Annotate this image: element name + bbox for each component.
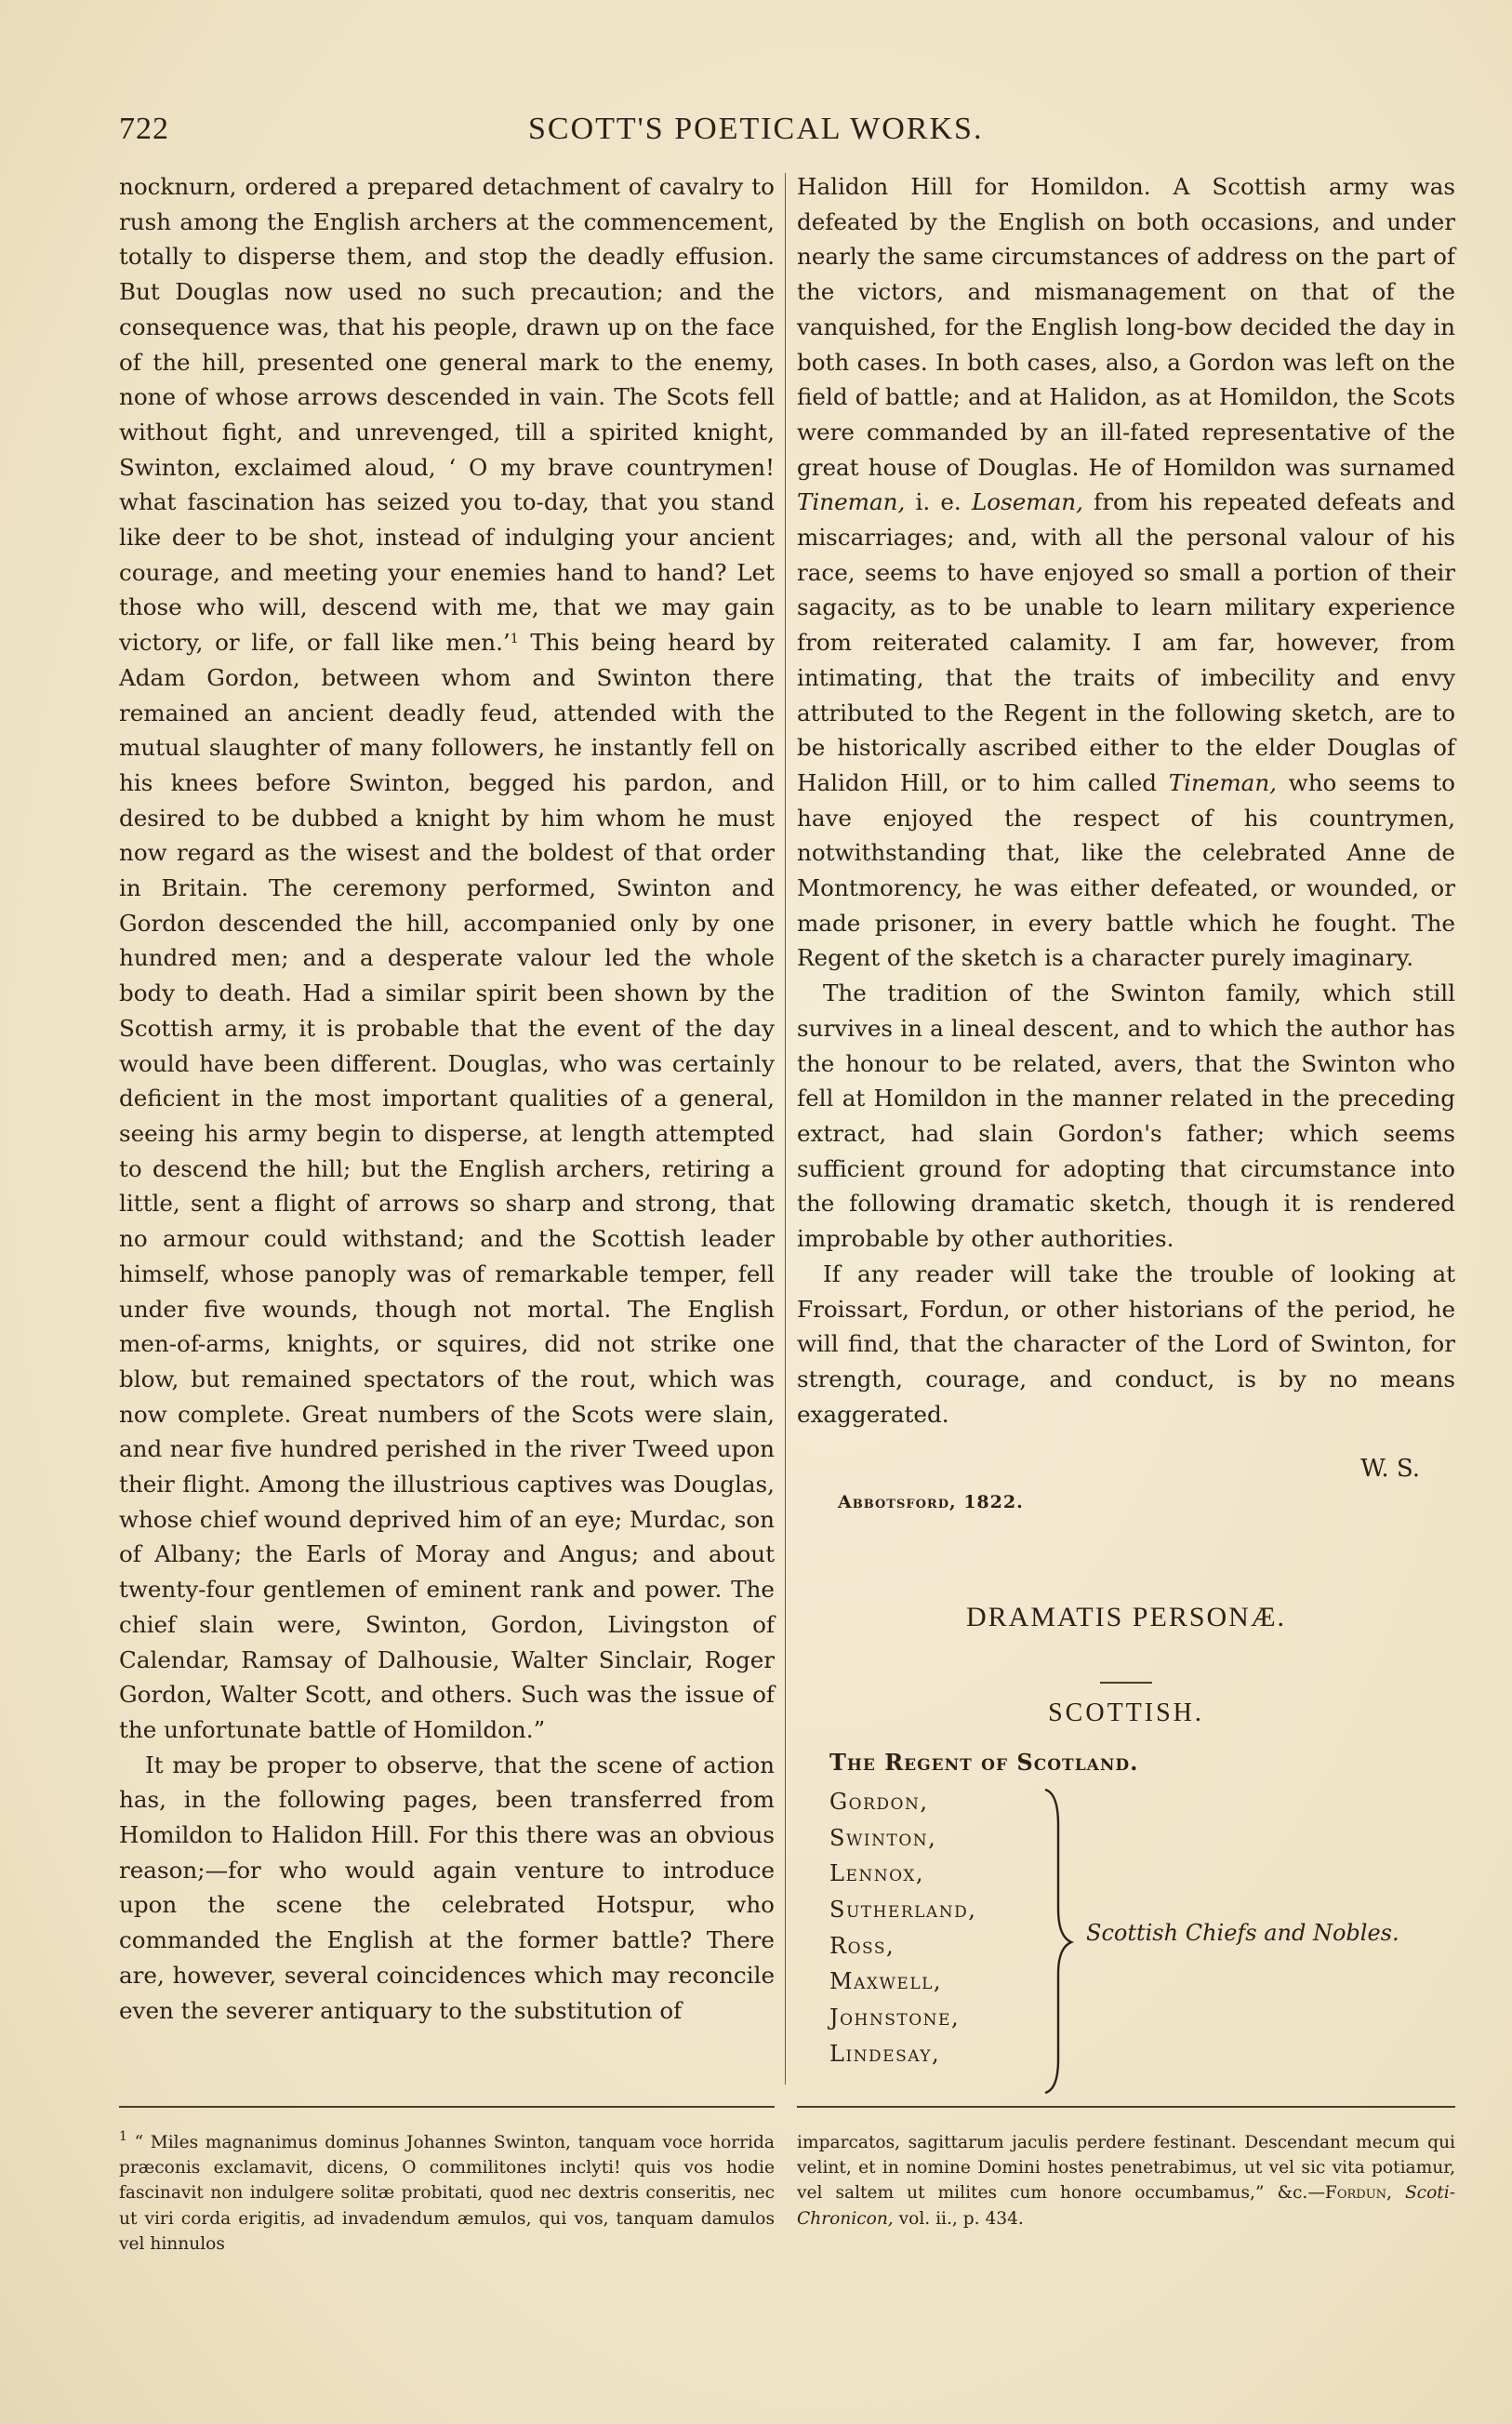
section-rule [1100, 1682, 1152, 1684]
right-column [797, 169, 1455, 1432]
signature-block [797, 1455, 1455, 1529]
right-paragraph-1 [797, 169, 1455, 976]
right-paragraph-3: If any reader will take the trouble of looking at Froissart, Fordun, or other historians of the period, he will find, that the character of the Lord of Swinton, for strength, courage, and conduct, is by no means exaggerated. [797, 1259, 1455, 1428]
list-item: Gordon, [829, 1789, 929, 1815]
footnote-left [119, 2130, 775, 2257]
list-item: Lindesay, [829, 2040, 941, 2067]
list-item: Maxwell, [829, 1968, 943, 1995]
footnote-title: Scoti-Chronicon, [797, 2183, 1455, 2229]
footnote-latin-1: “ Miles magnanimus dominus Johannes Swinton, tanquam voce horrida præconis exclamavit, dicens, O commilitones inclyti! quis vos hodie fascinavit non indulgere solitæ probitati, quod nec dextris conseritis, nec ut viri corda erigitis, ad invadendum æmulos, qui vos, tanquam damulos vel hinnulos [119, 2133, 775, 2254]
list-item: Swinton, [829, 1824, 937, 1851]
footnote-right-text [797, 2130, 1455, 2231]
quote-text-continued: This being heard by Adam Gordon, between whom and Swinton there remained an ancient deadly feud, attended with the mutual slaughter of many followers, he instantly fell on his knees before Swinton, begged his pardon, and desired to be dubbed a knight by him whom he must now regard as the wisest and the boldest of that order in Britain. The ceremony performed, Swinton and Gordon descended the hill, accompanied only by one hundred men; and a desperate valour led the whole body to death. Had a similar spirit been shown by the Scottish army, it is probable that the event of the day would have been different. Douglas, who was certainly deficient in the most important qualities of a general, seeing his army begin to disperse, at length attempted to descend the hill; but the English archers, retiring a little, sent a flight of arrows so sharp and strong, that no armour could withstand; and the Scottish leader himself, whose panoply was of remarkable temper, fell under five wounds, though not mortal. The English men-of-arms, knights, or squires, did not strike one blow, but remained spectators of the rout, which was now complete. Great numbers of the Scots were slain, and near five hundred perished in the river Tweed upon their flight. Among the illustrious captives was Douglas, whose chief wound deprived him of an eye; Murdac, son of Albany; the Earls of Moray and Angus; and about twenty-four gentlemen of eminent rank and power. The chief slain were, Swinton, Gordon, Livingston of Calendar, Ramsay of Dalhousie, Walter Sinclair, Roger Gordon, Walter Scott, and others. Such was the issue of the unfortunate battle of Homildon.” [119, 629, 776, 1743]
brace-icon [1041, 1788, 1079, 2095]
italic-tineman-2: Tineman, [1168, 768, 1277, 796]
page-header [119, 112, 1449, 153]
footnote-rule-right [797, 2106, 1455, 2108]
italic-loseman: Loseman, [971, 488, 1083, 516]
footnote-mark: 1 [119, 2129, 127, 2144]
place-date: Abbotsford, 1822. [838, 1492, 1024, 1512]
section-heading-scottish: SCOTTISH. [1048, 1698, 1204, 1727]
left-paragraph-1 [119, 169, 775, 1748]
page-number: 722 [119, 112, 169, 146]
right-p1-text: Halidon Hill for Homildon. A Scottish army was defeated by the English on both occasions, and under nearly the same circumstances of address on the part of the victors, and mismanagement on that of the vanquished, for the English long-bow decided the day in both cases. In both cases, also, a Gordon was left on the field of battle; and at Halidon, as at Homildon, the Scots were commanded by an ill-fated representative of the great house of Douglas. He of Homildon was surnamed [797, 173, 1455, 481]
footnote-ref: 1 [510, 632, 519, 647]
italic-tineman: Tineman, [797, 488, 906, 516]
chiefs-list [829, 1784, 1034, 2072]
running-head: SCOTT'S POETICAL WORKS. [528, 112, 984, 146]
regent-entry: The Regent of Scotland. [829, 1749, 1139, 1776]
left-column [119, 169, 775, 2028]
author-initials: W. S. [1360, 1455, 1420, 1483]
right-p1-cont: from his repeated defeats and miscarriages; and, with all the personal valour of his race, seems to have enjoyed so small a portion of their sagacity, as to be unable to learn military experience from reiterated calamity. I am far, however, from intimating, that the traits of imbecility and envy attributed to the Regent in the following sketch, are to be historically ascribed either to the elder Douglas of Halidon Hill, or to him called [797, 488, 1455, 796]
column-divider [785, 173, 786, 2084]
footnote-volume: vol. ii., p. 434. [898, 2208, 1024, 2229]
list-item: Sutherland, [829, 1897, 977, 1924]
footnote-right [797, 2130, 1455, 2231]
right-p1-end: who seems to have enjoyed the respect of his countrymen, notwithstanding that, like the celebrated Anne de Montmorency, he was either defeated, or wounded, or made prisoner, in every battle which he fought. The Regent of the sketch is a character purely imaginary. [797, 768, 1455, 972]
footnote-left-text [119, 2130, 775, 2257]
right-p1-ie: i. e. [915, 488, 962, 516]
right-paragraph-2: The tradition of the Swinton family, which still survives in a lineal descent, and to which the author has the honour to be related, avers, that the Swinton who fell at Homildon in the manner related in the preceding extract, had slain Gordon's father; which seems sufficient ground for adopting that circumstance into the following dramatic sketch, though it is rendered improbable by other authorities. [797, 979, 1455, 1253]
dramatis-personae-title: DRAMATIS PERSONÆ. [965, 1602, 1287, 1632]
quote-text: nocknurn, ordered a prepared detachment of cavalry to rush among the English archers at the commencement, totally to disperse them, and stop the deadly effusion. But Douglas now used no such precaution; and the consequence was, that his people, drawn up on the face of the hill, presented one general mark to the enemy, none of whose arrows descended in vain. The Scots fell without fight, and unrevenged, till a spirited knight, Swinton, exclaimed aloud, ‘ O my brave countrymen! what fascination has seized you to-day, that you stand like deer to be shot, instead of indulging your ancient courage, and meeting your enemies hand to hand? Let those who will, descend with me, that we may gain victory, or life, or fall like men.’ [119, 173, 775, 657]
chiefs-label: Scottish Chiefs and Nobles. [1086, 1920, 1399, 1946]
list-item: Lennox, [829, 1860, 924, 1887]
footnote-author: Fordun, [1324, 2183, 1392, 2204]
footnote-latin-2: imparcatos, sagittarum jaculis perdere festinant. Descendant mecum qui velint, et in nomine Domini hostes penetrabimus, ut vel sic vita potiamur, vel saltem ut milites cum honore occumbamus,” &c.— [797, 2133, 1455, 2204]
left-paragraph-2: It may be proper to observe, that the scene of action has, in the following pages, been transferred from Homildon to Halidon Hill. For this there was an obvious reason;—for who would again venture to introduce upon the scene the celebrated Hotspur, who commanded the English at the former battle? There are, however, several coincidences which may reconcile even the severer antiquary to the substitution of [119, 1751, 775, 2024]
list-item: Johnstone, [829, 2004, 961, 2031]
list-item: Ross, [829, 1932, 895, 1959]
footnote-rule-left [119, 2106, 775, 2108]
